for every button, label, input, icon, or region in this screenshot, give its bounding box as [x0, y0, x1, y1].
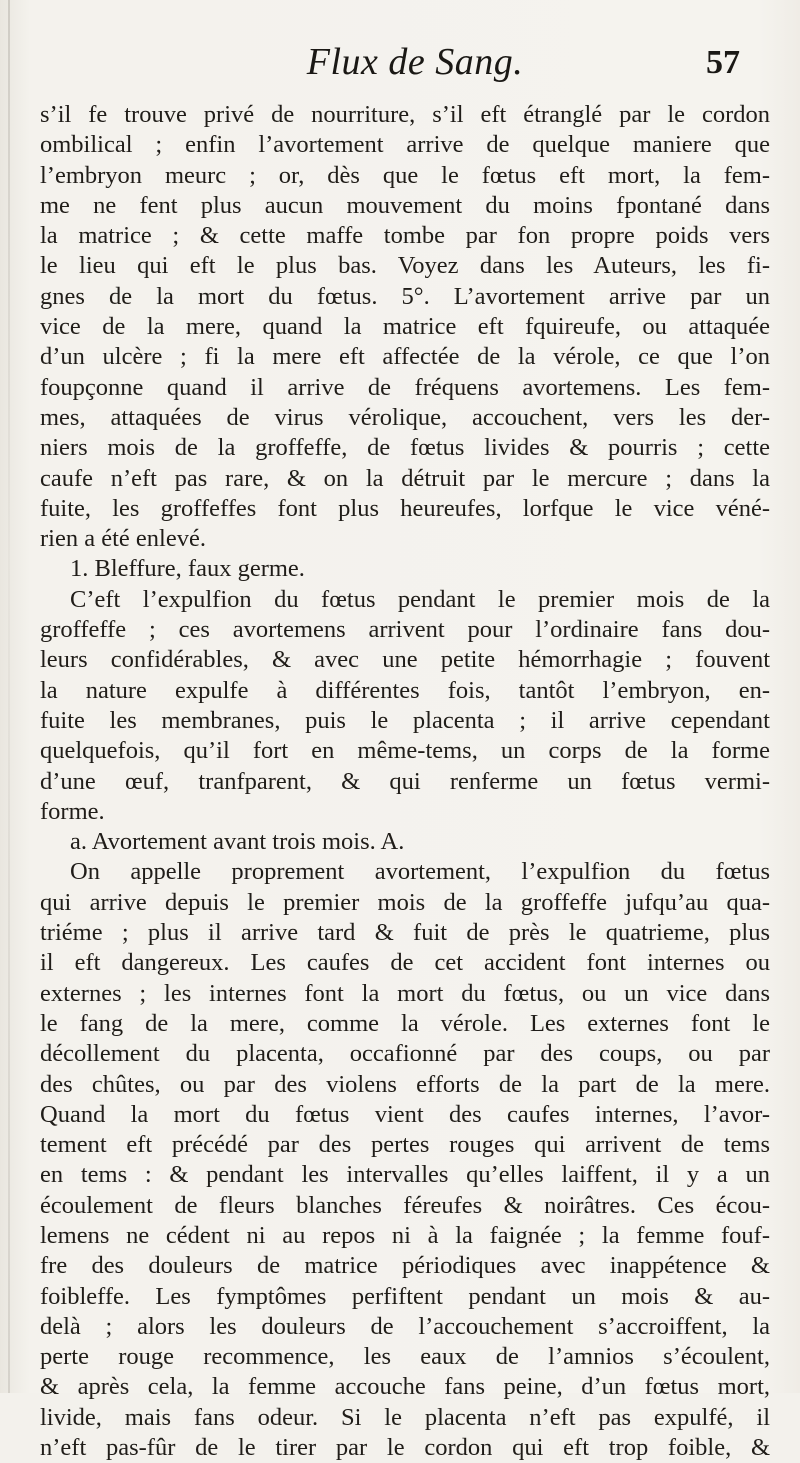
text-line: écoulement de fleurs blanches féreufes & noirâtres. Ces écou-: [40, 1191, 770, 1219]
text-line: fre des douleurs de matrice périodiques avec inappétence &: [40, 1252, 770, 1280]
text-line: s’il fe trouve privé de nourriture, s’il eft étranglé par le cordon: [40, 101, 770, 128]
text-line: tement eft précédé par des pertes rouges qui arrivent de tems: [40, 1131, 770, 1159]
section-heading: a. Avortement avant trois mois. A.: [70, 828, 405, 856]
text-line: ombilical ; enfin l’avortement arrive de quelque maniere que: [40, 131, 770, 159]
text-line: d’une œuf, tranfparent, & qui renferme un fœtus vermi-: [40, 767, 770, 795]
text-line: caufe n’eft pas rare, & on la détruit par le mercure ; dans la: [40, 464, 770, 492]
page-number: 57: [706, 44, 740, 81]
text-line: forme.: [40, 797, 105, 825]
text-line: la matrice ; & cette maffe tombe par fon propre poids vers: [40, 222, 770, 250]
text-line: qui arrive depuis le premier mois de la groffeffe jufqu’au qua-: [40, 888, 770, 916]
text-line: leurs confidérables, & avec une petite hémorrhagie ; fouvent: [40, 646, 770, 674]
text-line: lemens ne cédent ni au repos ni à la faignée ; la femme fouf-: [40, 1221, 770, 1249]
text-line: & après cela, la femme accouche fans peine, d’un fœtus mort,: [40, 1373, 770, 1401]
text-line: la nature expulfe à différentes fois, tantôt l’embryon, en-: [40, 676, 770, 704]
text-line: en tems : & pendant les intervalles qu’elles laiffent, il y a un: [40, 1161, 770, 1189]
text-line: n’eft pas-fûr de le tirer par le cordon qui eft trop foible, &: [40, 1434, 770, 1462]
text-line: foupçonne quand il arrive de fréquens avortemens. Les fem-: [40, 373, 770, 401]
text-line: fuite les membranes, puis le placenta ; il arrive cependant: [40, 706, 770, 734]
section-heading: 1. Bleffure, faux germe.: [70, 555, 305, 583]
text-line: décollement du placenta, occafionné par des coups, ou par: [40, 1040, 770, 1068]
text-line: quelquefois, qu’il fort en même-tems, un corps de la forme: [40, 737, 770, 765]
running-title: Flux de Sang.: [306, 41, 524, 83]
text-line: triéme ; plus il arrive tard & fuit de près le quatrieme, plus: [40, 919, 770, 947]
text-line: le lieu qui eft le plus bas. Voyez dans les Auteurs, les fi-: [40, 252, 770, 280]
text-line: il eft dangereux. Les caufes de cet accident font internes ou: [40, 949, 770, 977]
text-line: niers mois de la groffeffe, de fœtus livides & pourris ; cette: [40, 434, 770, 462]
text-line: l’embryon meurc ; or, dès que le fœtus eft mort, la fem-: [40, 161, 770, 189]
text-line: des chûtes, ou par des violens efforts de la part de la mere.: [40, 1070, 770, 1098]
page-header: [0, 40, 800, 100]
text-line: vice de la mere, quand la matrice eft fquireufe, ou attaquée: [40, 313, 770, 341]
text-line: groffeffe ; ces avortemens arrivent pour l’ordinaire fans dou-: [40, 616, 770, 644]
text-line: fuite, les groffeffes font plus heureufes, lorfque le vice véné-: [40, 494, 770, 522]
text-line: Quand la mort du fœtus vient des caufes internes, l’avor-: [40, 1100, 770, 1128]
text-line: delà ; alors les douleurs de l’accouchement s’accroiffent, la: [40, 1312, 770, 1340]
page-gutter-shadow: [8, 0, 10, 1393]
text-line: mes, attaquées de virus vérolique, accouchent, vers les der-: [40, 403, 770, 431]
body-text: [40, 100, 770, 1463]
text-line: C’eft l’expulfion du fœtus pendant le premier mois de la: [70, 585, 770, 613]
text-line: rien a été enlevé.: [40, 525, 206, 553]
text-line: me ne fent plus aucun mouvement du moins fpontané dans: [40, 191, 770, 219]
text-line: foibleffe. Les fymptômes perfiftent pendant un mois & au-: [40, 1282, 770, 1310]
text-line: externes ; les internes font la mort du fœtus, ou un vice dans: [40, 979, 770, 1007]
text-line: le fang de la mere, comme la vérole. Les externes font le: [40, 1009, 770, 1037]
text-line: d’un ulcère ; fi la mere eft affectée de la vérole, ce que l’on: [40, 343, 770, 371]
text-line: livide, mais fans odeur. Si le placenta n’eft pas expulfé, il: [40, 1403, 770, 1431]
text-line: On appelle proprement avortement, l’expulfion du fœtus: [70, 858, 770, 886]
text-line: perte rouge recommence, les eaux de l’amnios s’écoulent,: [40, 1343, 770, 1371]
text-line: gnes de la mort du fœtus. 5°. L’avortement arrive par un: [40, 282, 770, 310]
